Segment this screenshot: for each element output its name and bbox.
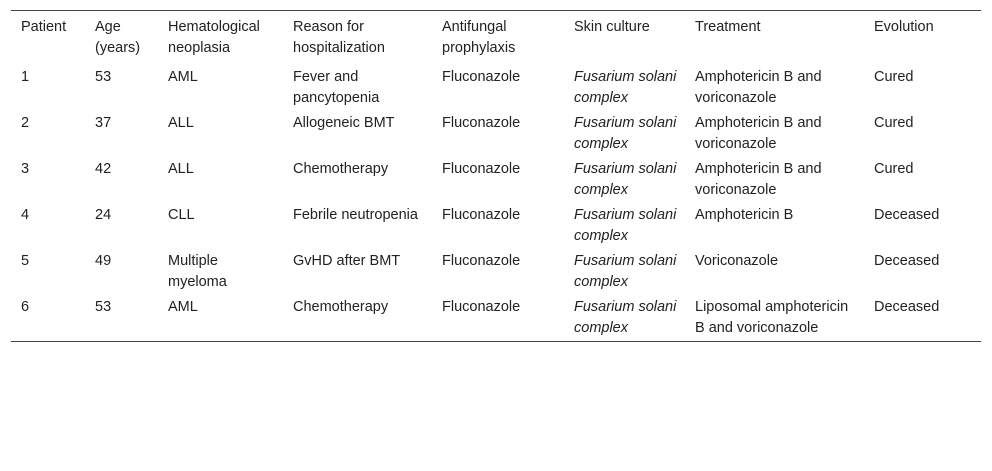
header-reason-for-hospitalization: Reason for hospitalization — [293, 19, 385, 56]
cell-evolution: Cured — [874, 69, 914, 85]
cell-treatment: Amphotericin B — [695, 207, 794, 223]
cell-treatment: Amphotericin B and voriconazole — [695, 69, 822, 106]
table-row — [11, 157, 981, 203]
cell-patient: 2 — [21, 115, 30, 131]
cell-prophylaxis: Fluconazole — [442, 161, 521, 177]
cell-evolution: Cured — [874, 115, 914, 131]
cell-prophylaxis: Fluconazole — [442, 207, 521, 223]
patient-table — [11, 10, 981, 342]
table-row — [11, 249, 981, 295]
cell-neoplasia: ALL — [168, 161, 194, 177]
header-skin-culture: Skin culture — [574, 19, 650, 35]
cell-skin-culture: Fusarium solani complex — [574, 161, 677, 198]
table-row — [11, 65, 981, 111]
cell-skin-culture: Fusarium solani complex — [574, 299, 677, 336]
cell-treatment: Amphotericin B and voriconazole — [695, 161, 822, 198]
patient-table-container — [11, 10, 981, 342]
cell-treatment: Liposomal amphotericin B and voriconazole — [695, 299, 849, 336]
cell-neoplasia: AML — [168, 299, 198, 315]
cell-prophylaxis: Fluconazole — [442, 299, 521, 315]
cell-evolution: Deceased — [874, 207, 940, 223]
cell-neoplasia: AML — [168, 69, 198, 85]
cell-prophylaxis: Fluconazole — [442, 253, 521, 269]
cell-reason: Chemotherapy — [293, 299, 389, 315]
cell-evolution: Cured — [874, 161, 914, 177]
cell-patient: 1 — [21, 69, 30, 85]
cell-age: 53 — [95, 299, 112, 315]
cell-neoplasia: CLL — [168, 207, 195, 223]
cell-neoplasia: Multiple myeloma — [168, 253, 227, 290]
cell-neoplasia: ALL — [168, 115, 194, 131]
cell-reason: Fever and pancytopenia — [293, 69, 380, 106]
table-header-row — [11, 11, 981, 66]
cell-skin-culture: Fusarium solani complex — [574, 115, 677, 152]
table-row — [11, 203, 981, 249]
cell-skin-culture: Fusarium solani complex — [574, 253, 677, 290]
header-evolution: Evolution — [874, 19, 934, 35]
cell-skin-culture: Fusarium solani complex — [574, 69, 677, 106]
cell-evolution: Deceased — [874, 299, 940, 315]
cell-treatment: Amphotericin B and voriconazole — [695, 115, 822, 152]
cell-reason: Chemotherapy — [293, 161, 389, 177]
cell-reason: Allogeneic BMT — [293, 115, 395, 131]
header-treatment: Treatment — [695, 19, 761, 35]
header-patient: Patient — [21, 19, 67, 35]
cell-patient: 5 — [21, 253, 30, 269]
cell-reason: GvHD after BMT — [293, 253, 401, 269]
cell-prophylaxis: Fluconazole — [442, 115, 521, 131]
cell-age: 24 — [95, 207, 112, 223]
cell-age: 53 — [95, 69, 112, 85]
cell-age: 37 — [95, 115, 112, 131]
cell-skin-culture: Fusarium solani complex — [574, 207, 677, 244]
cell-evolution: Deceased — [874, 253, 940, 269]
cell-patient: 3 — [21, 161, 30, 177]
cell-reason: Febrile neutropenia — [293, 207, 418, 223]
header-antifungal-prophylaxis: Antifungal prophylaxis — [442, 19, 516, 56]
header-hematological-neoplasia: Hematological neoplasia — [168, 19, 260, 56]
cell-age: 42 — [95, 161, 112, 177]
table-row — [11, 111, 981, 157]
header-age: Age (years) — [95, 19, 141, 56]
cell-age: 49 — [95, 253, 112, 269]
cell-patient: 4 — [21, 207, 30, 223]
table-row — [11, 295, 981, 342]
cell-treatment: Voriconazole — [695, 253, 779, 269]
cell-patient: 6 — [21, 299, 30, 315]
cell-prophylaxis: Fluconazole — [442, 69, 521, 85]
